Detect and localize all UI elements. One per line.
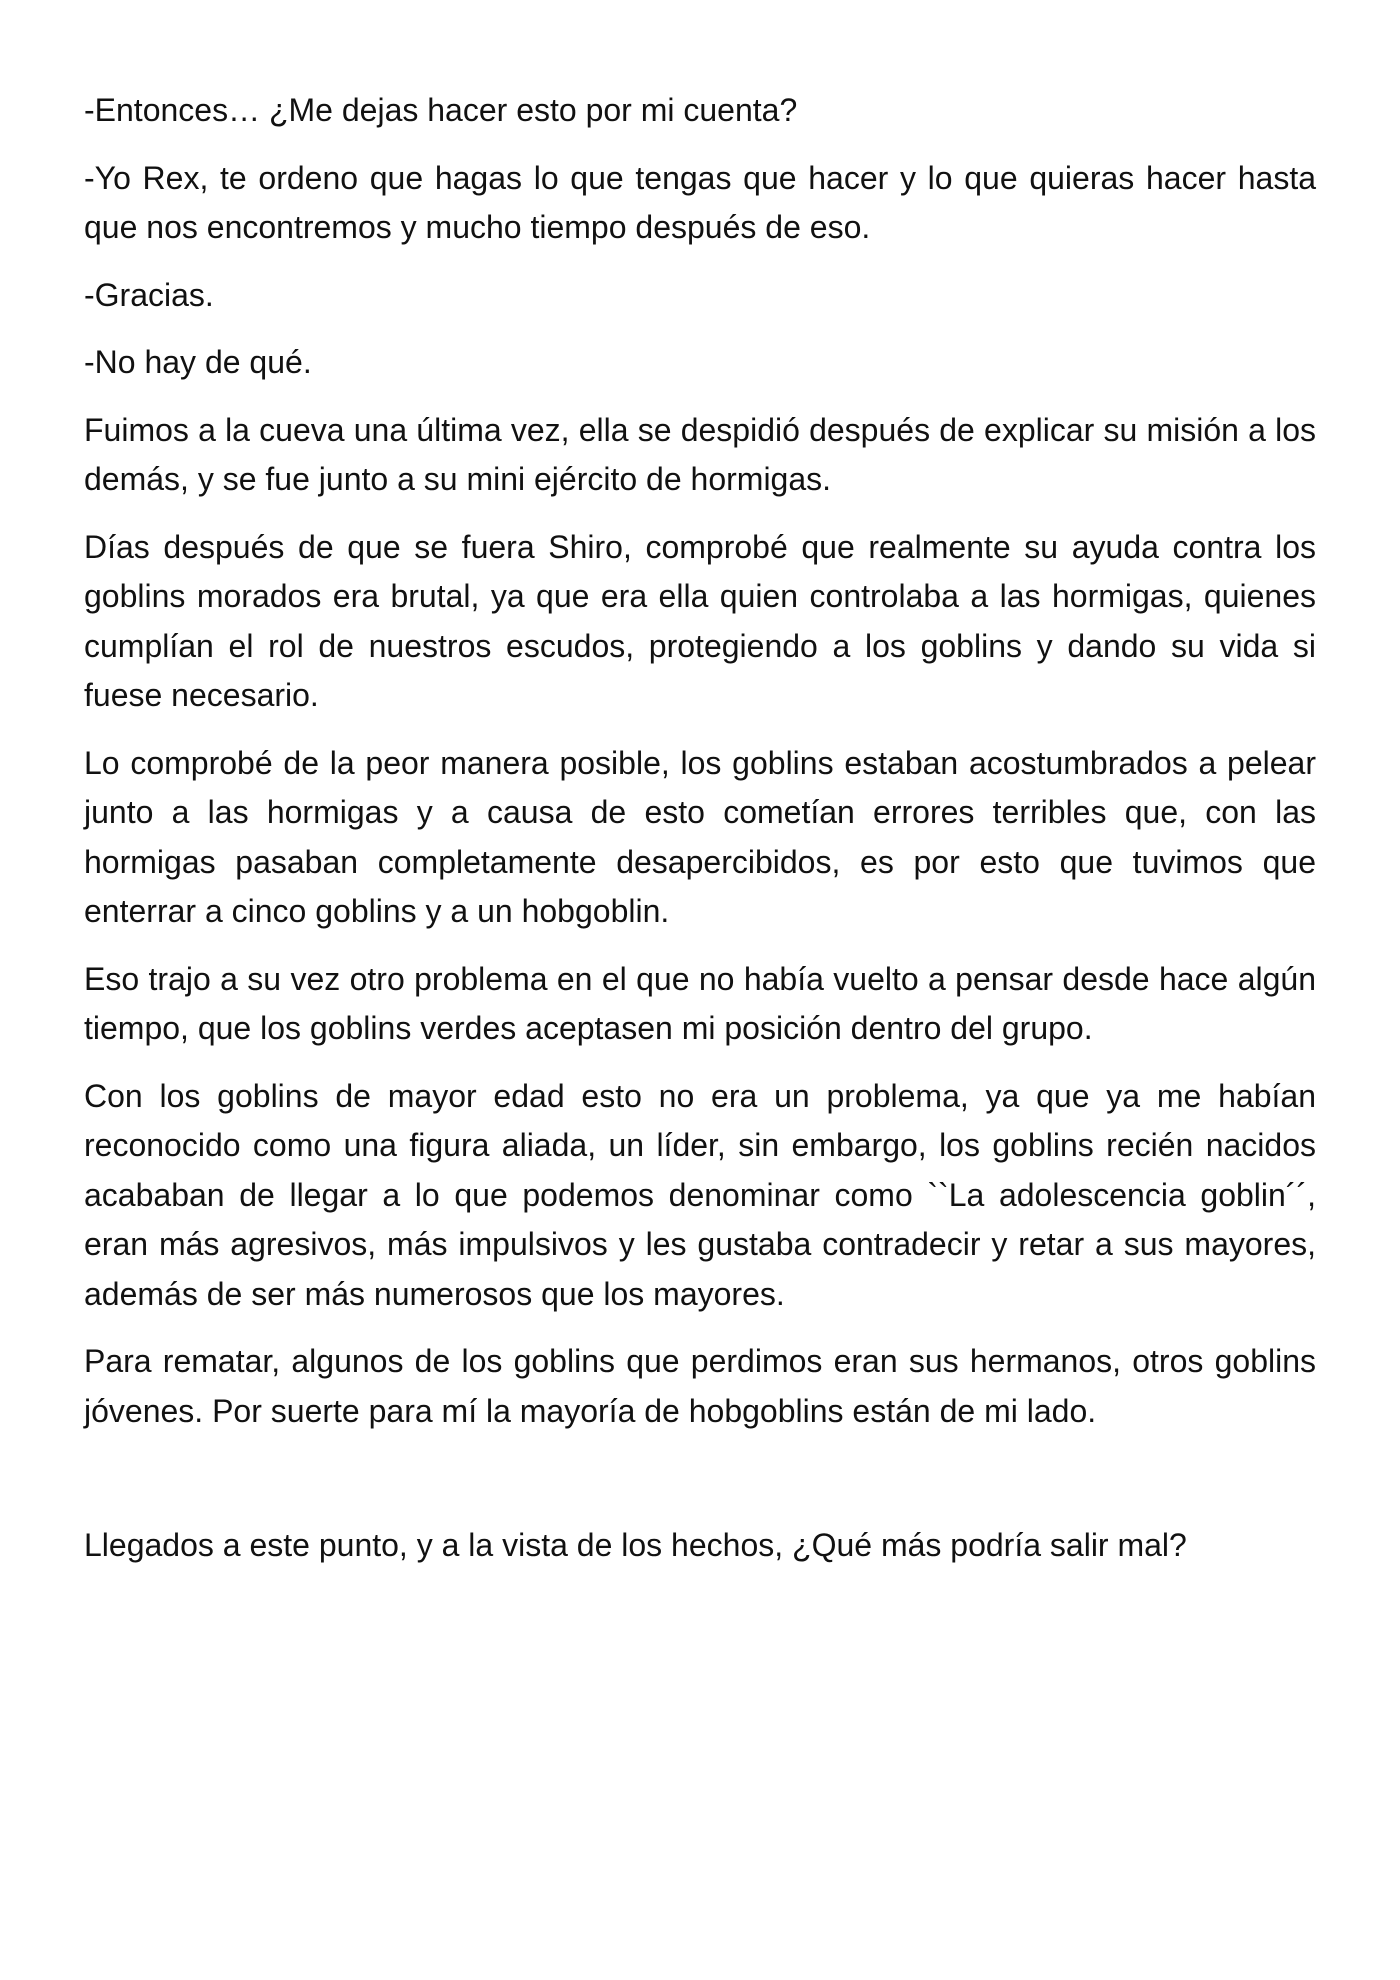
dialogue-line: -Yo Rex, te ordeno que hagas lo que tengas que hacer y lo que quieras hacer hasta que nos encontremos y mucho tiempo después de eso.: [84, 159, 1316, 245]
narrative-paragraph: Días después de que se fuera Shiro, comprobé que realmente su ayuda contra los goblins morados era brutal, ya que era ella quien controlaba a las hormigas, quienes cumplían el rol de nuestros escudos, protegiendo a los goblins y dando su vida si fuese necesario.: [84, 528, 1316, 713]
dialogue-line: -Entonces… ¿Me dejas hacer esto por mi cuenta?: [84, 92, 798, 128]
closing-paragraph: Llegados a este punto, y a la vista de los hechos, ¿Qué más podría salir mal?: [84, 1527, 1187, 1563]
dialogue-line: -No hay de qué.: [84, 344, 312, 380]
narrative-paragraph: Para rematar, algunos de los goblins que perdimos eran sus hermanos, otros goblins jóvenes. Por suerte para mí la mayoría de hobgoblins están de mi lado.: [84, 1343, 1316, 1429]
narrative-paragraph: Eso trajo a su vez otro problema en el que no había vuelto a pensar desde hace algún tiempo, que los goblins verdes aceptasen mi posición dentro del grupo.: [84, 960, 1316, 1046]
document-page: [84, 86, 1316, 1589]
narrative-paragraph: Lo comprobé de la peor manera posible, los goblins estaban acostumbrados a pelear junto a las hormigas y a causa de esto cometían errores terribles que, con las hormigas pasaban completamente desapercibidos, es por esto que tuvimos que enterrar a cinco goblins y a un hobgoblin.: [84, 744, 1316, 929]
dialogue-line: -Gracias.: [84, 276, 214, 313]
narrative-paragraph: Fuimos a la cueva una última vez, ella se despidió después de explicar su misión a los demás, y se fue junto a su mini ejército de hormigas.: [84, 411, 1316, 497]
narrative-paragraph: Con los goblins de mayor edad esto no era un problema, ya que ya me habían reconocido como una figura aliada, un líder, sin embargo, los goblins recién nacidos acababan de llegar a lo que podemos denominar como ``La adolescencia goblin´´, eran más agresivos, más impulsivos y les gustaba contradecir y retar a sus mayores, además de ser más numerosos que los mayores.: [84, 1077, 1316, 1312]
